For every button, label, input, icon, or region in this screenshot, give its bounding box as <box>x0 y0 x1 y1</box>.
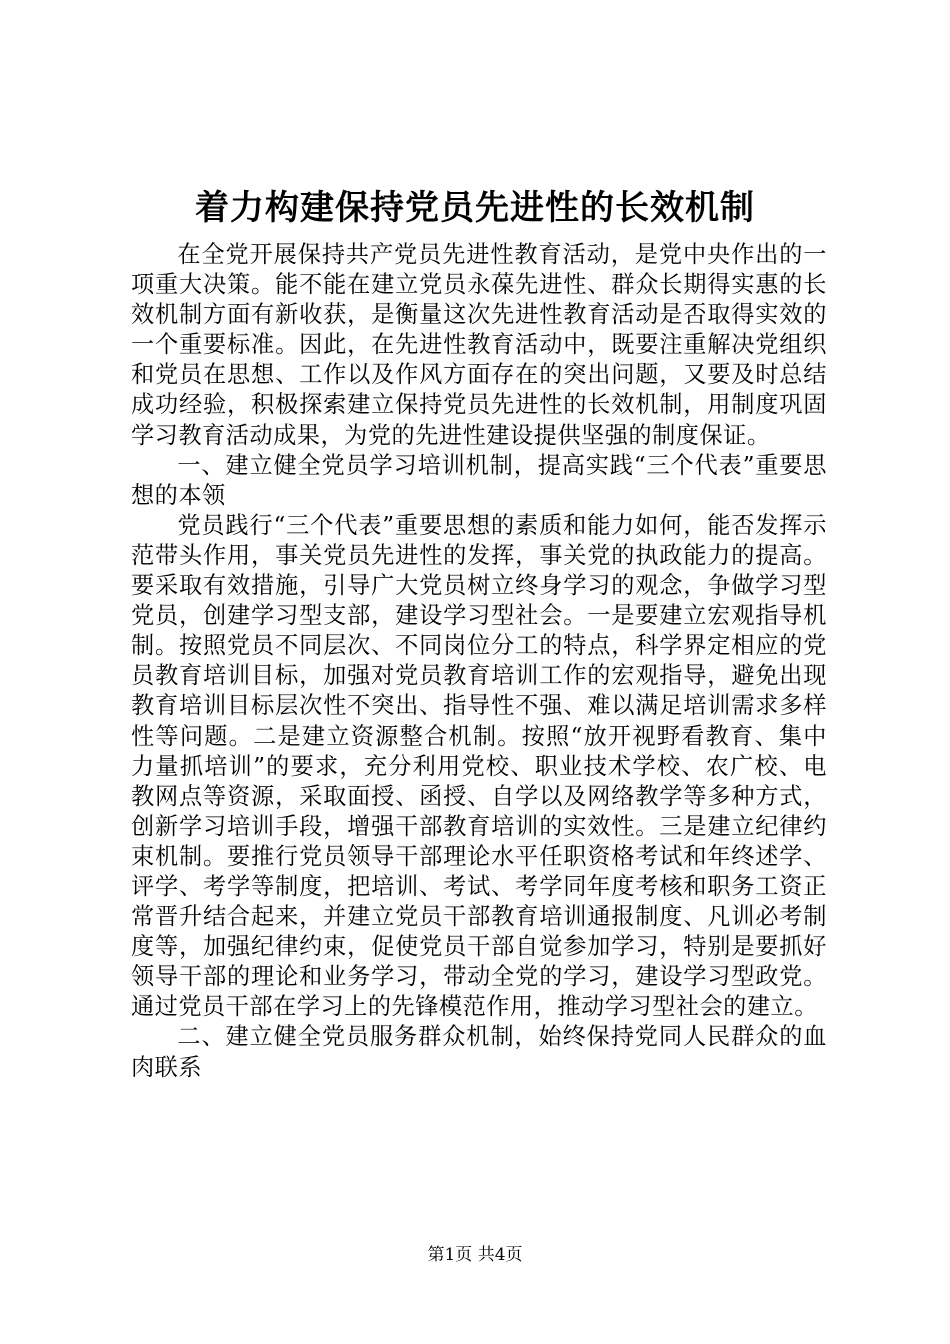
section-heading-1: 一、建立健全党员学习培训机制，提高实践“三个代表”重要思想的本领 <box>131 451 827 509</box>
document-title: 着力构建保持党员先进性的长效机制 <box>195 188 755 228</box>
section-heading-2: 二、建立健全党员服务群众机制，始终保持党同人民群众的血肉联系 <box>131 1023 827 1081</box>
intro-paragraph: 在全党开展保持共产党员先进性教育活动，是党中央作出的一项重大决策。能不能在建立党员永葆先进性、群众长期得实惠的长效机制方面有新收获，是衡量这次先进性教育活动是否取得实效的一个重要标准。因此，在先进性教育活动中，既要注重解决党组织和党员在思想、工作以及作风方面存在的突出问题，又要及时总结成功经验，积极探索建立保持党员先进性的长效机制，用制度巩固学习教育活动成果，为党的先进性建设提供坚强的制度保证。 <box>131 241 827 449</box>
section-1-paragraph: 党员践行“三个代表”重要思想的素质和能力如何，能否发挥示范带头作用，事关党员先进性的发挥，事关党的执政能力的提高。要采取有效措施，引导广大党员树立终身学习的观念，争做学习型党员，创建学习型支部，建设学习型社会。一是要建立宏观指导机制。按照党员不同层次、不同岗位分工的特点，科学界定相应的党员教育培训目标，加强对党员教育培训工作的宏观指导，避免出现教育培训目标层次性不突出、指导性不强、难以满足培训需求多样性等问题。二是建立资源整合机制。按照“放开视野看教育、集中力量抓培训”的要求，充分利用党校、职业技术学校、农广校、电教网点等资源，采取面授、函授、自学以及网络教学等多种方式，创新学习培训手段，增强干部教育培训的实效性。三是建立纪律约束机制。要推行党员领导干部理论水平任职资格考试和年终述学、评学、考学等制度，把培训、考试、考学同年度考核和职务工资正常晋升结合起来，并建立党员干部教育培训通报制度、凡训必考制度等，加强纪律约束，促使党员干部自觉参加学习，特别是要抓好领导干部的理论和业务学习，带动全党的学习，建设学习型政党。通过党员干部在学习上的先锋模范作用，推动学习型社会的建立。 <box>131 511 827 1021</box>
page-footer: 第1页 共4页 <box>427 1245 523 1265</box>
document-body <box>131 240 827 1083</box>
